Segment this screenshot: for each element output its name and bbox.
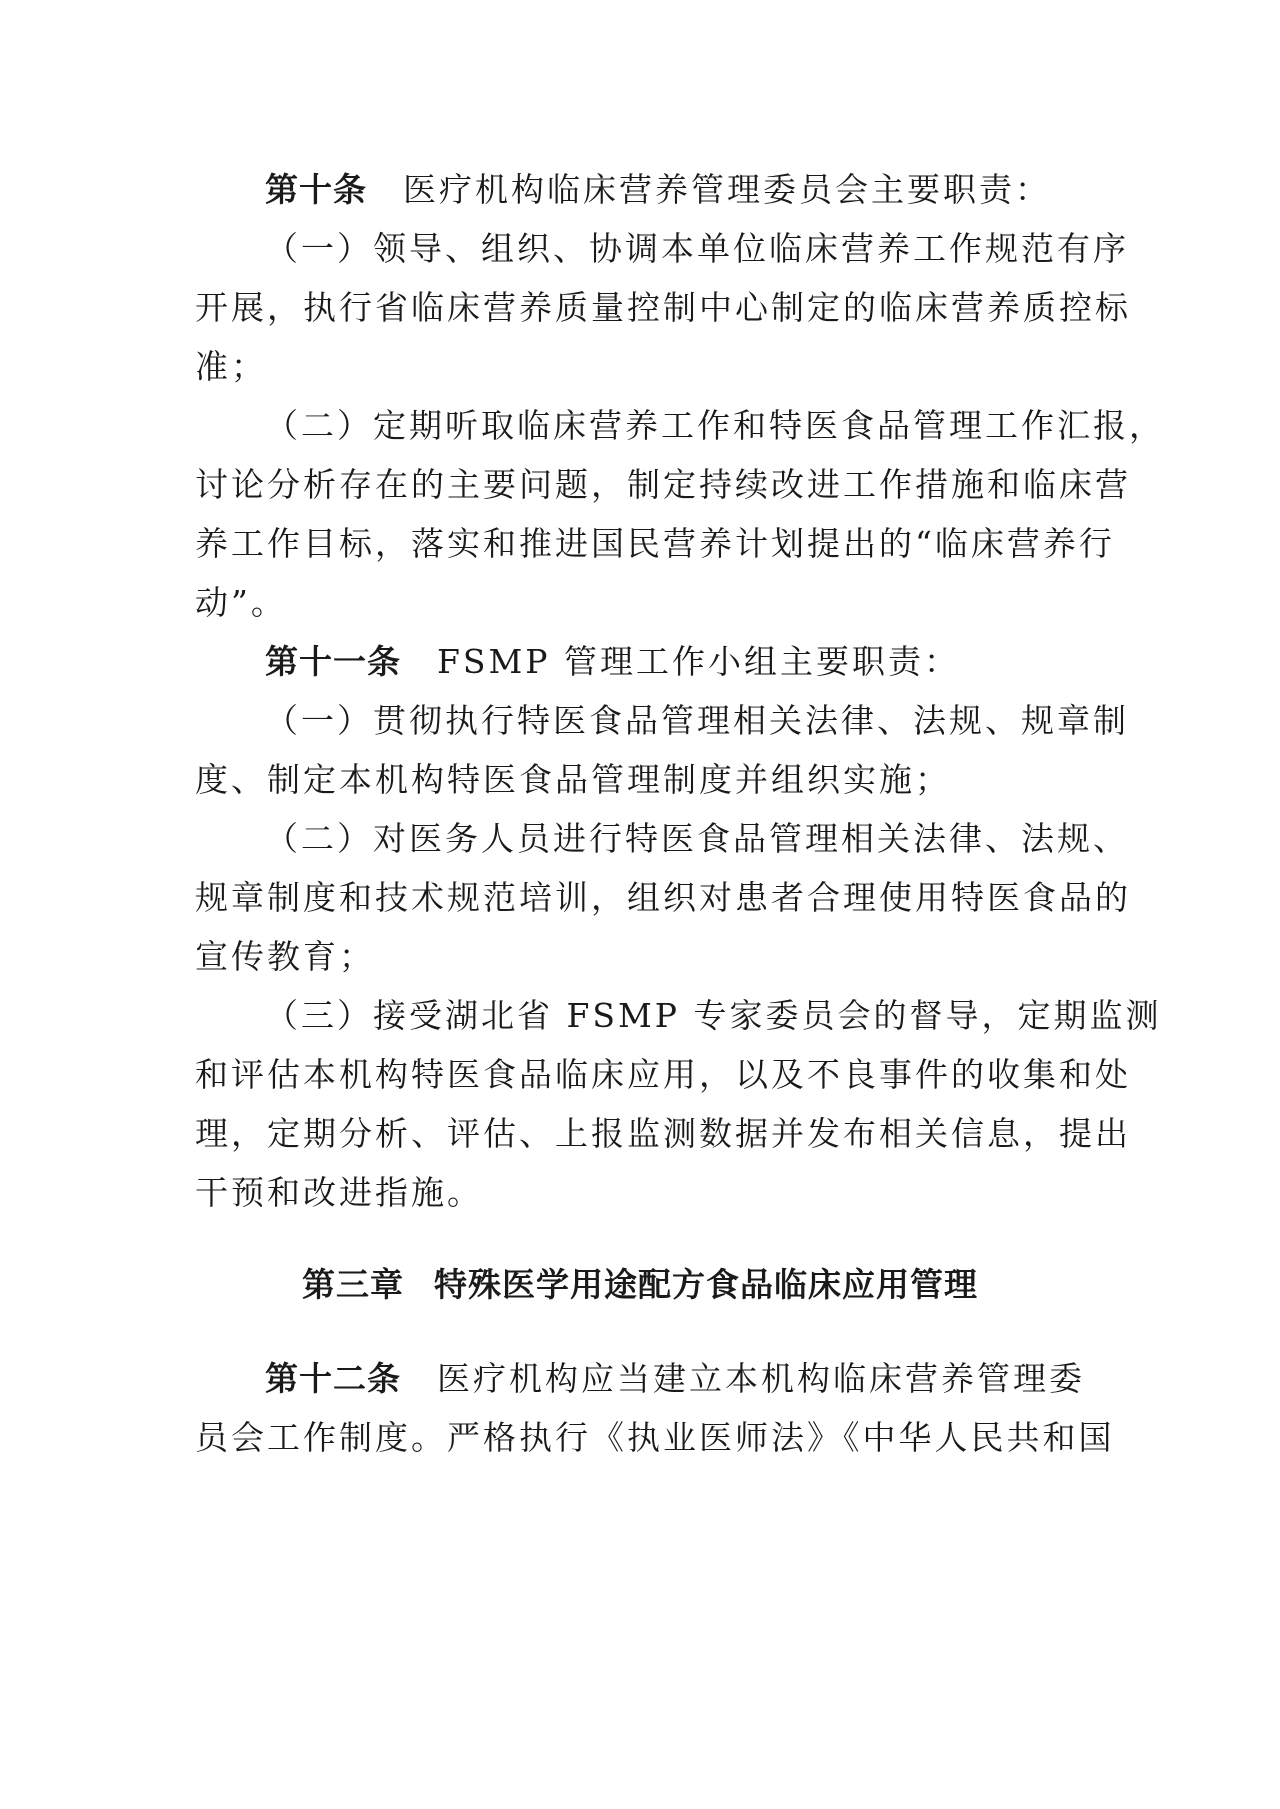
article-11-label: 第十一条 [265,642,401,681]
paragraph-line: 开展，执行省临床营养质量控制中心制定的临床营养质控标 [195,288,1131,327]
paragraph-line: 养工作目标，落实和推进国民营养计划提出的“临床营养行 [195,524,1115,563]
article-11-heading [265,634,1085,690]
document-page [195,0,1165,1809]
article-10-label: 第十条 [265,170,367,209]
chapter-heading [195,1257,1085,1313]
article-12-heading [265,1351,1085,1407]
article-11-heading-text: FSMP 管理工作小组主要职责： [437,642,960,681]
chapter-label: 第三章 [302,1265,404,1304]
article-12-text: 医疗机构应当建立本机构临床营养管理委 [437,1359,1085,1398]
paragraph-line: （二）定期听取临床营养工作和特医食品管理工作汇报， [265,406,1165,445]
paragraph-line: 和评估本机构特医食品临床应用，以及不良事件的收集和处 [195,1055,1131,1094]
paragraph-line: （一）贯彻执行特医食品管理相关法律、法规、规章制 [265,701,1129,740]
paragraph-line: 讨论分析存在的主要问题，制定持续改进工作措施和临床营 [195,465,1131,504]
paragraph-line: 度、制定本机构特医食品管理制度并组织实施； [195,760,951,799]
article-10-heading [265,162,1085,218]
paragraph-line: 规章制度和技术规范培训，组织对患者合理使用特医食品的 [195,878,1131,917]
paragraph-line: 宣传教育； [195,937,375,976]
paragraph-line: 员会工作制度。严格执行《执业医师法》《中华人民共和国 [195,1418,1115,1457]
paragraph-line: 干预和改进指施。 [195,1173,483,1212]
article-12-label: 第十二条 [265,1359,401,1398]
chapter-title: 特殊医学用途配方食品临床应用管理 [434,1265,978,1304]
paragraph-line: （一）领导、组织、协调本单位临床营养工作规范有序 [265,229,1129,268]
article-10-heading-text: 医疗机构临床营养管理委员会主要职责： [403,170,1051,209]
paragraph-line: 理，定期分析、评估、上报监测数据并发布相关信息，提出 [195,1114,1131,1153]
paragraph-line: （三）接受湖北省 FSMP 专家委员会的督导，定期监测 [265,996,1162,1035]
paragraph-line: （二）对医务人员进行特医食品管理相关法律、法规、 [265,819,1129,858]
paragraph-line: 动”。 [195,583,287,622]
paragraph-line: 准； [195,347,267,386]
